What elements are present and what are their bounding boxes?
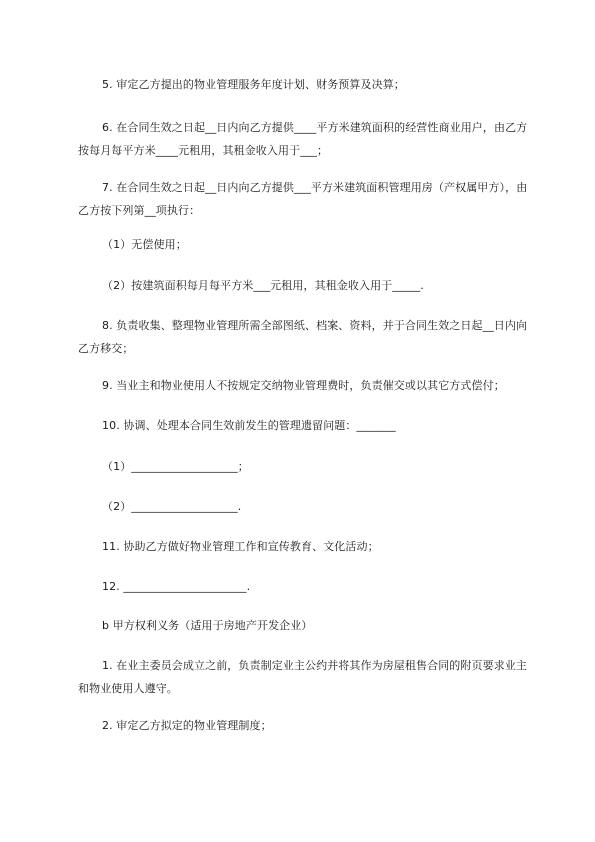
paragraph-item-5: 5. 审定乙方提出的物业管理服务年度计划、财务预算及决算； [102,78,405,91]
paragraph-subitem-10-2: （2）___________________. [102,500,242,513]
paragraph-item-8: 8. 负责收集、整理物业管理所需全部图纸、档案、资料，并于合同生效之日起__日内向乙方移交； [78,319,528,355]
paragraph-item-10: 10. 协调、处理本合同生效前发生的管理遗留问题：_______ [102,419,396,432]
paragraph-subitem-2: （2）按建筑面积每月每平方米___元租用，其租金收入用于_____. [102,279,424,292]
paragraph-item-11: 11. 协助乙方做好物业管理工作和宣传教育、文化活动； [102,540,379,553]
paragraph-item-12: 12. ______________________. [102,580,251,593]
paragraph-subitem-1: （1）无偿使用； [102,238,187,251]
paragraph-item-6: 6. 在合同生效之日起__日内向乙方提供____平方米建筑面积的经营性商业用户，由乙方按每月每平方米____元租用，其租金收入用于___； [78,121,528,157]
section-heading-b: b 甲方权利义务（适用于房地产开发企业） [102,619,313,632]
paragraph-b-item-1: 1. 在业主委员会成立之前，负责制定业主公约并将其作为房屋租售合同的附页要求业主和物业使用人遵守。 [78,659,527,695]
paragraph-b-item-2: 2. 审定乙方拟定的物业管理制度； [102,719,272,732]
paragraph-subitem-10-1: （1）___________________； [102,460,249,473]
paragraph-item-9: 9. 当业主和物业使用人不按规定交纳物业管理费时，负责催交或以其它方式偿付； [102,379,505,392]
paragraph-item-7: 7. 在合同生效之日起__日内向乙方提供___平方米建筑面积管理用房（产权属甲方），由乙方按下列第__项执行： [78,181,528,217]
